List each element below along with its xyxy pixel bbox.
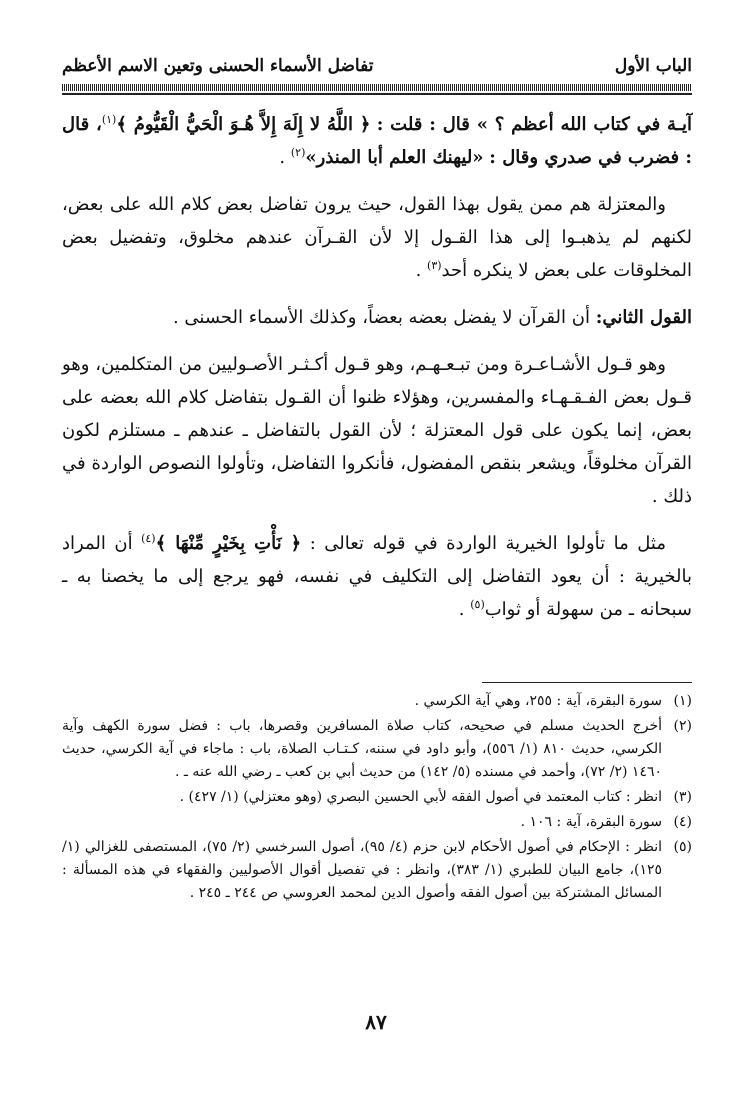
footnote-number: (٣) [673, 789, 692, 805]
running-header [62, 56, 692, 80]
footnote-ref-5[interactable]: (٥) [470, 598, 485, 611]
footnote-number: (٤) [673, 814, 692, 830]
paragraph-5 [62, 527, 692, 626]
p2-text: والمعتزلة هم ممن يقول بهذا القول، حيث يرون تفاضل بعض كلام الله على بعض، لكنهم لم يذهبـوا إلى هذا القـول إلا لأن القـرآن عندهم مخلوق، وتفضيل بعض المخلوقات على بعض لا ينكره أحد [62, 194, 692, 281]
paragraph-1 [62, 108, 692, 174]
footnotes [62, 690, 692, 907]
p1-end: . [279, 147, 291, 168]
header-rule-hatched [62, 84, 692, 91]
second-opinion-heading: القول الثاني: [595, 307, 692, 328]
footnote-text: انظر : كتاب المعتمد في أصول الفقه لأبي الحسين البصري (وهو معتزلي) (١/ ٤٢٧) . [179, 789, 662, 805]
chapter-title: الباب الأول [614, 56, 692, 76]
footnote-ref-2[interactable]: (٢) [290, 146, 306, 159]
footnote-2 [62, 715, 692, 784]
main-text [62, 108, 692, 640]
footnote-ref-1[interactable]: (١) [101, 113, 117, 126]
footnote-4 [62, 811, 692, 834]
p5-text: أن المراد بالخيرية : أن يعود التفاضل إلى التكليف في نفسه، فهو يرجع إلى ما يخصنا به ـ سبحانه ـ من سهولة أو ثواب [62, 533, 692, 620]
p4-text: وهو قـول الأشـاعـرة ومن تبـعـهـم، وهو قـول أكـثـر الأصـوليين من المتكلمين، وهو قـول بعض الفـقـهـاء والمفسرين، وهؤلاء ظنوا أن القـول بتفاضل كلام الله بعضه على بعض، إنما يكون على قول المعتزلة ؛ لأن القول بالتفاضل ـ عندهم ـ مستلزم لكون القرآن مخلوقاً، ويشعر بنقص المفضول، فأنكروا التفاضل، وتأولوا النصوص الواردة في ذلك . [62, 354, 692, 507]
quran-verse-1: ﴿ اللَّهُ لا إِلَهَ إِلاَّ هُـوَ الْحَيُّ الْقَيُّومُ ﴾ [116, 114, 371, 135]
footnote-text: سورة البقرة، آية : ٢٥٥، وهي آية الكرسي . [414, 693, 662, 709]
footnote-ref-3[interactable]: (٣) [427, 259, 442, 272]
footnote-ref-4[interactable]: (٤) [141, 532, 156, 545]
footnote-5 [62, 836, 692, 905]
p3-text: أن القرآن لا يفضل بعضه بعضاً، وكذلك الأسماء الحسنى . [172, 307, 596, 328]
p5-lead: مثل ما تأولوا الخيرية الواردة في قوله تعالى : [309, 533, 666, 554]
page-number: ٨٧ [365, 1010, 387, 1034]
footnote-number: (١) [673, 693, 692, 709]
p1-lead: آيـة في كتاب الله أعظم ؟ » قال : قلت : [376, 114, 692, 135]
paragraph-3 [62, 301, 692, 334]
paragraph-4 [62, 348, 692, 513]
footnote-separator [482, 682, 692, 683]
footnote-text: سورة البقرة، آية : ١٠٦ . [520, 814, 662, 830]
section-title: تفاضل الأسماء الحسنى وتعين الاسم الأعظم [62, 56, 374, 76]
footnote-3 [62, 786, 692, 809]
footnote-1 [62, 690, 692, 713]
hadith-quote: «ليهنك العلم أبا المنذر» [305, 147, 484, 168]
p5-end: . [458, 599, 471, 620]
footnote-number: (٢) [673, 718, 692, 734]
footnote-number: (٥) [673, 839, 692, 855]
p2-end: . [415, 260, 428, 281]
header-rule-line [62, 93, 692, 95]
footnote-text: انظر : الإحكام في أصول الأحكام لابن حزم (٤/ ٩٥)، أصول السرخسي (٢/ ٧٥)، المستصفى للغزالي (١/ ١٢٥)، جامع البيان للطبري (١/ ٣٨٣)، وانظر : في تفصيل أقوال الأصوليين والفقهاء في هذه المسألة : المسائل المشتركة بين أصول الفقه وأصول الدين لمحمد العروسي ص ٢٤٤ ـ ٢٤٥ . [62, 839, 663, 901]
p1-middle: ، قال : فضرب في صدري وقال : [62, 114, 692, 168]
paragraph-2 [62, 188, 692, 287]
footnote-text: أخرج الحديث مسلم في صحيحه، كتاب صلاة المسافرين وقصرها، باب : فضل سورة الكهف وآية الكرسي، حديث ٨١٠ (١/ ٥٥٦)، وأبو داود في سننه، كـتـاب الصلاة، باب : ماجاء في آية الكرسي، حديث ١٤٦٠ (٢/ ٧٢)، وأحمد في مسنده (٥/ ١٤٢) من حديث أبي بن كعب ـ رضي الله عنه ـ . [62, 718, 662, 780]
quran-verse-2: ﴿ نَأْتِ بِخَيْرٍ مِّنْهَا ﴾ [155, 533, 302, 554]
